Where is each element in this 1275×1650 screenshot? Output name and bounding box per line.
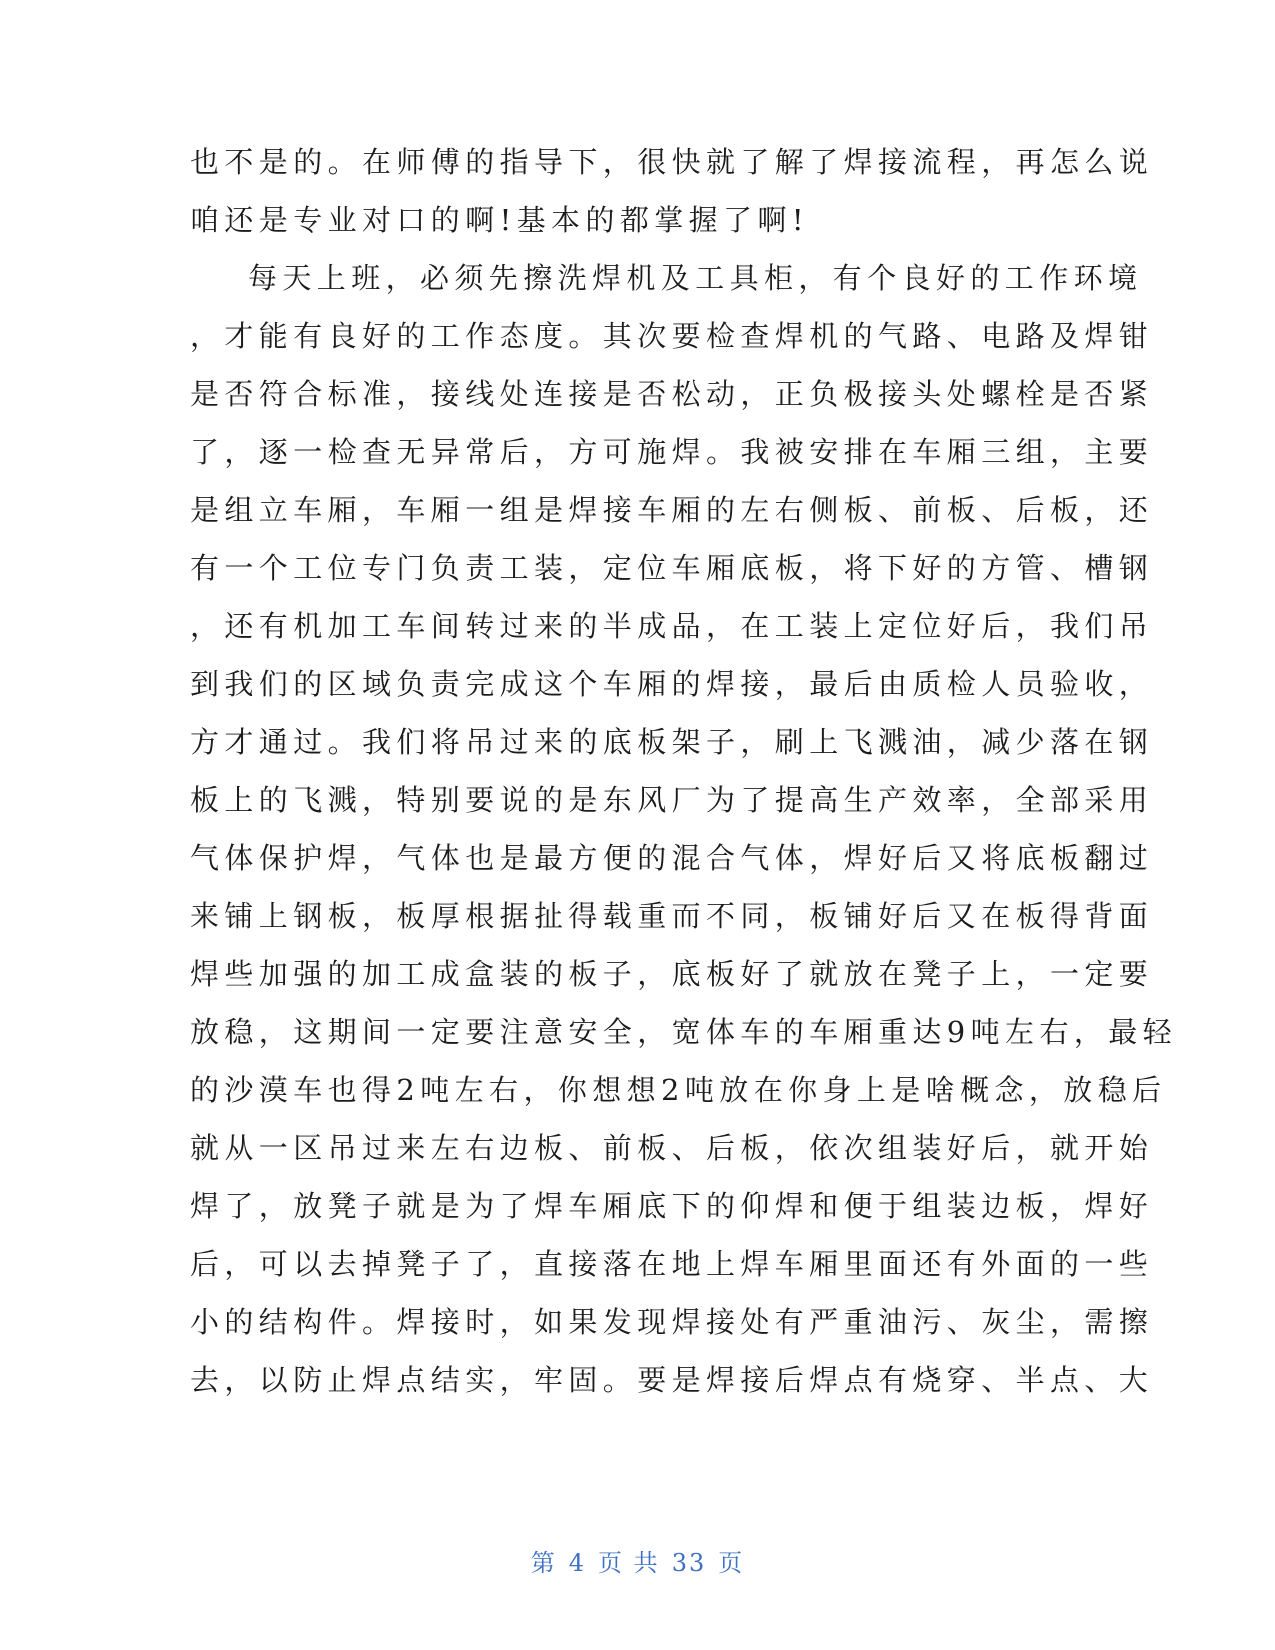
text-line: 焊些加强的加工成盒装的板子，底板好了就放在凳子上，一定要 xyxy=(190,957,1154,991)
text-line: 焊了，放凳子就是为了焊车厢底下的仰焊和便于组装边板，焊好 xyxy=(190,1189,1154,1223)
text-line: 来铺上钢板，板厚根据扯得载重而不同，板铺好后又在板得背面 xyxy=(190,899,1154,933)
footer-suffix: 页 xyxy=(718,1549,745,1577)
text-line: 的沙漠车也得2吨左右，你想想2吨放在你身上是啥概念，放稳后 xyxy=(190,1073,1167,1107)
text-line: ，才能有良好的工作态度。其次要检查焊机的气路、电路及焊钳 xyxy=(190,319,1154,353)
paragraph-first-line: 每天上班，必须先擦洗焊机及工具柜，有个良好的工作环境 xyxy=(248,261,1143,295)
current-page-number: 4 xyxy=(568,1549,587,1577)
text-line: 气体保护焊，气体也是最方便的混合气体，焊好后又将底板翻过 xyxy=(190,841,1154,875)
text-line: 有一个工位专门负责工装，定位车厢底板，将下好的方管、槽钢 xyxy=(190,551,1154,585)
text-line: 到我们的区域负责完成这个车厢的焊接，最后由质检人员验收， xyxy=(190,667,1154,701)
total-pages: 33 xyxy=(671,1549,707,1577)
text-line: 去，以防止焊点结实，牢固。要是焊接后焊点有烧穿、半点、大 xyxy=(190,1363,1154,1397)
footer-prefix: 第 xyxy=(530,1549,557,1577)
text-line: 了，逐一检查无异常后，方可施焊。我被安排在车厢三组，主要 xyxy=(190,435,1154,469)
text-line: 后，可以去掉凳子了，直接落在地上焊车厢里面还有外面的一些 xyxy=(190,1247,1154,1281)
text-line: 放稳，这期间一定要注意安全，宽体车的车厢重达9吨左右，最轻 xyxy=(190,1015,1178,1049)
text-line: 咱还是专业对口的啊!基本的都掌握了啊! xyxy=(190,203,809,237)
text-line: ，还有机加工车间转过来的半成品，在工装上定位好后，我们吊 xyxy=(190,609,1154,643)
text-line: 也不是的。在师傅的指导下，很快就了解了焊接流程，再怎么说 xyxy=(190,145,1154,179)
text-line: 板上的飞溅，特别要说的是东风厂为了提高生产效率，全部采用 xyxy=(190,783,1154,817)
text-line: 是组立车厢，车厢一组是焊接车厢的左右侧板、前板、后板，还 xyxy=(190,493,1154,527)
text-line: 就从一区吊过来左右边板、前板、后板，依次组装好后，就开始 xyxy=(190,1131,1154,1165)
footer-middle: 页 共 xyxy=(598,1549,660,1577)
text-line: 方才通过。我们将吊过来的底板架子，刷上飞溅油，减少落在钢 xyxy=(190,725,1154,759)
text-line: 是否符合标准，接线处连接是否松动，正负极接头处螺栓是否紧 xyxy=(190,377,1154,411)
page-footer xyxy=(0,1543,1275,1578)
text-line: 小的结构件。焊接时，如果发现焊接处有严重油污、灰尘，需擦 xyxy=(190,1305,1154,1339)
